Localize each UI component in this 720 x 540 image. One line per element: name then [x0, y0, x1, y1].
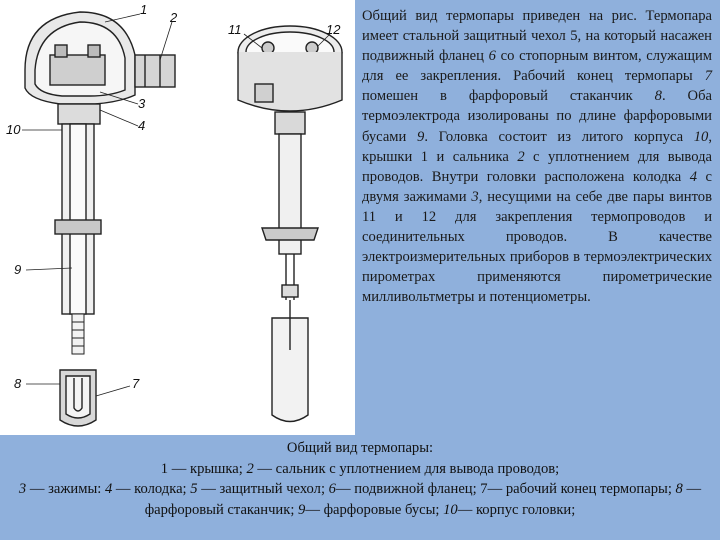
label-12: 12	[326, 22, 341, 37]
label-4: 4	[138, 118, 146, 133]
caption-legend: 1 — крышка; 2 — сальник с уплотнением для вывода проводов; 3 — зажимы: 4 — колодка; 5 — защитный чехол; 6— подвижной фланец; 7— рабочий конец термопары; 8 — фарфоровый стаканчик; 9— фарфоровые бусы; 10— корпус головки;	[18, 460, 702, 518]
label-7: 7	[132, 376, 140, 391]
label-2: 2	[170, 10, 178, 25]
description-paragraph: Общий вид термопары приведен на рис. Термопара имеет стальной защитный чехол 5, на который насажен подвижный фланец 6 со стопорным винтом, служащим для ее закрепления. Рабочий конец термопары 7 помешен в фарфоровый стаканчик 8. Оба термоэлектрода изолированы по длине фарфоровыми бусами 9. Головка состоит из литого корпуса 10, крышки 1 и сальника 2 с уплотнением для вывода проводов. Внутри головки расположена колодка 4 с двумя зажимами 3, несущими на себе две пары винтов 11 и 12 для закрепления термопроводов и соединительных проводов. В качестве электроизмерительных приборов в термоэлектрических пирометрах применяются пирометрические милливольтметры и потенциометры.	[362, 8, 712, 306]
thermocouple-illustration	[0, 0, 355, 435]
label-1: 1	[140, 2, 148, 17]
label-10: 10	[6, 122, 21, 137]
label-3: 3	[138, 96, 146, 111]
caption-title: Общий вид термопары:	[286, 440, 434, 456]
label-9: 9	[14, 262, 22, 277]
label-8: 8	[14, 376, 22, 391]
figure-caption	[0, 438, 720, 520]
description-text	[362, 6, 712, 307]
thermocouple-drawing	[0, 0, 355, 435]
label-11: 11	[228, 22, 242, 37]
